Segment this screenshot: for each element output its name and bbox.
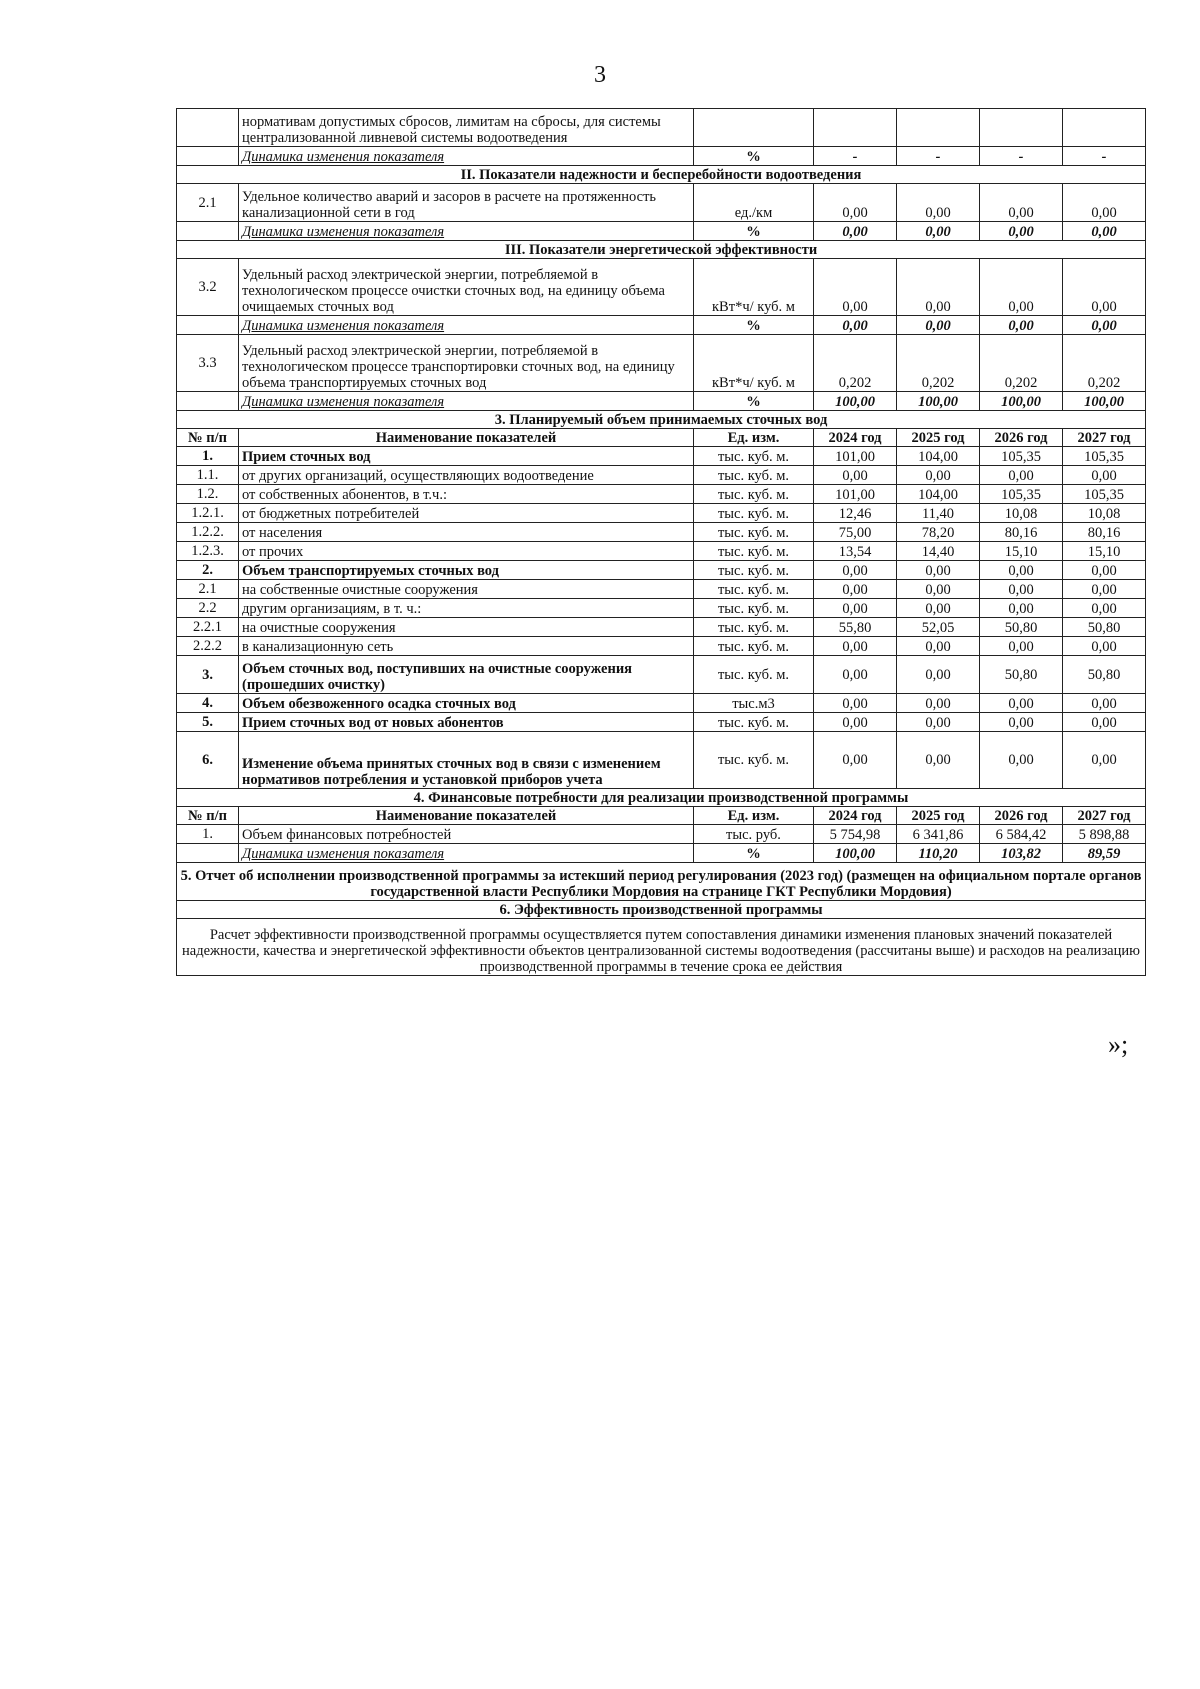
row-number-cell: 1.2. — [177, 485, 239, 504]
table-row — [177, 222, 1146, 241]
value-cell: 2026 год — [980, 807, 1063, 825]
indicator-name-cell: от собственных абонентов, в т.ч.: — [239, 485, 694, 504]
value-cell: 0,00 — [1063, 222, 1146, 241]
value-cell: 100,00 — [980, 392, 1063, 411]
value-cell: 110,20 — [897, 844, 980, 863]
value-cell: 104,00 — [897, 485, 980, 504]
value-cell: 0,00 — [814, 580, 897, 599]
indicator-name-cell: в канализационную сеть — [239, 637, 694, 656]
indicator-name-cell: от бюджетных потребителей — [239, 504, 694, 523]
table-row — [177, 184, 1146, 222]
indicator-name-cell: от прочих — [239, 542, 694, 561]
table-row — [177, 485, 1146, 504]
section-heading: III. Показатели энергетической эффективности — [177, 241, 1146, 259]
value-cell: 0,00 — [1063, 694, 1146, 713]
value-cell: - — [980, 147, 1063, 166]
value-cell: 0,00 — [897, 184, 980, 222]
value-cell: 0,00 — [897, 259, 980, 316]
row-number-cell: 4. — [177, 694, 239, 713]
table-row — [177, 656, 1146, 694]
value-cell: 0,202 — [814, 335, 897, 392]
value-cell: 15,10 — [980, 542, 1063, 561]
unit-cell: тыс. куб. м. — [694, 504, 814, 523]
unit-cell: тыс. куб. м. — [694, 637, 814, 656]
section-heading: 3. Планируемый объем принимаемых сточных вод — [177, 411, 1146, 429]
unit-cell: тыс. куб. м. — [694, 618, 814, 637]
table-row — [177, 599, 1146, 618]
row-number-cell: № п/п — [177, 807, 239, 825]
unit-cell: % — [694, 222, 814, 241]
value-cell: 80,16 — [980, 523, 1063, 542]
indicator-name-cell: от других организаций, осуществляющих водоотведение — [239, 466, 694, 485]
value-cell: 75,00 — [814, 523, 897, 542]
value-cell: 6 341,86 — [897, 825, 980, 844]
table-row — [177, 147, 1146, 166]
value-cell: 2026 год — [980, 429, 1063, 447]
indicator-name-cell: Динамика изменения показателя — [239, 222, 694, 241]
value-cell: 0,00 — [897, 732, 980, 789]
table-row — [177, 429, 1146, 447]
value-cell: 0,00 — [980, 561, 1063, 580]
table-row — [177, 863, 1146, 901]
row-number-cell — [177, 147, 239, 166]
value-cell: 0,00 — [1063, 466, 1146, 485]
value-cell: 0,00 — [897, 637, 980, 656]
value-cell: 100,00 — [814, 844, 897, 863]
value-cell: 10,08 — [1063, 504, 1146, 523]
value-cell: 10,08 — [980, 504, 1063, 523]
value-cell: 100,00 — [1063, 392, 1146, 411]
row-number-cell: 2.2.1 — [177, 618, 239, 637]
table-row — [177, 807, 1146, 825]
row-number-cell: 1.2.1. — [177, 504, 239, 523]
unit-cell: тыс. куб. м. — [694, 599, 814, 618]
table-row — [177, 618, 1146, 637]
unit-cell: тыс.м3 — [694, 694, 814, 713]
unit-cell: тыс. куб. м. — [694, 561, 814, 580]
section-heading: II. Показатели надежности и бесперебойности водоотведения — [177, 166, 1146, 184]
indicator-name-cell: Изменение объема принятых сточных вод в связи с изменением нормативов потребления и установкой приборов учета — [239, 732, 694, 789]
row-number-cell: 2.1 — [177, 184, 239, 222]
unit-cell: тыс. куб. м. — [694, 447, 814, 466]
indicator-name-cell: Динамика изменения показателя — [239, 844, 694, 863]
row-number-cell — [177, 222, 239, 241]
value-cell: 0,00 — [897, 694, 980, 713]
closing-quote-mark: »; — [1108, 1030, 1129, 1059]
row-number-cell: 3.3 — [177, 335, 239, 392]
value-cell: 0,00 — [814, 713, 897, 732]
row-number-cell: 1. — [177, 447, 239, 466]
value-cell: 0,00 — [1063, 184, 1146, 222]
value-cell: 0,00 — [897, 580, 980, 599]
value-cell: - — [814, 147, 897, 166]
unit-cell: тыс. куб. м. — [694, 542, 814, 561]
indicator-name-cell: на собственные очистные сооружения — [239, 580, 694, 599]
table-row — [177, 447, 1146, 466]
value-cell: 0,00 — [980, 466, 1063, 485]
indicator-name-cell: Объем обезвоженного осадка сточных вод — [239, 694, 694, 713]
indicator-name-cell: Объем финансовых потребностей — [239, 825, 694, 844]
value-cell: 0,00 — [814, 561, 897, 580]
table-row — [177, 694, 1146, 713]
value-cell — [814, 109, 897, 147]
value-cell: 0,00 — [814, 222, 897, 241]
table-row — [177, 844, 1146, 863]
value-cell: 0,00 — [980, 713, 1063, 732]
value-cell: 0,00 — [1063, 259, 1146, 316]
value-cell: 80,16 — [1063, 523, 1146, 542]
value-cell: - — [897, 147, 980, 166]
indicator-name-cell: Прием сточных вод — [239, 447, 694, 466]
row-number-cell — [177, 392, 239, 411]
row-number-cell — [177, 109, 239, 147]
value-cell: 0,00 — [1063, 561, 1146, 580]
row-number-cell: 1. — [177, 825, 239, 844]
indicator-name-cell: Динамика изменения показателя — [239, 392, 694, 411]
unit-cell: ед./км — [694, 184, 814, 222]
value-cell: 0,00 — [897, 561, 980, 580]
unit-cell: тыс. куб. м. — [694, 466, 814, 485]
value-cell: 5 754,98 — [814, 825, 897, 844]
value-cell: 0,00 — [814, 637, 897, 656]
value-cell: 100,00 — [814, 392, 897, 411]
value-cell: 0,00 — [814, 184, 897, 222]
value-cell — [897, 109, 980, 147]
table-row — [177, 542, 1146, 561]
section-heading: 4. Финансовые потребности для реализации производственной программы — [177, 789, 1146, 807]
indicator-name-cell: Динамика изменения показателя — [239, 147, 694, 166]
unit-cell: тыс. руб. — [694, 825, 814, 844]
value-cell: 0,00 — [814, 694, 897, 713]
indicator-name-cell: Удельный расход электрической энергии, потребляемой в технологическом процессе очистки сточных вод, на единицу объема очищаемых сточных вод — [239, 259, 694, 316]
table-row — [177, 504, 1146, 523]
value-cell: 0,00 — [814, 259, 897, 316]
indicator-name-cell: Динамика изменения показателя — [239, 316, 694, 335]
row-number-cell — [177, 316, 239, 335]
row-number-cell: 2.1 — [177, 580, 239, 599]
unit-cell: тыс. куб. м. — [694, 580, 814, 599]
indicator-name-cell: другим организациям, в т. ч.: — [239, 599, 694, 618]
unit-cell: Ед. изм. — [694, 807, 814, 825]
table-row — [177, 919, 1146, 976]
value-cell: 13,54 — [814, 542, 897, 561]
indicator-name-cell: Объем транспортируемых сточных вод — [239, 561, 694, 580]
indicator-name-cell: от населения — [239, 523, 694, 542]
table-row — [177, 561, 1146, 580]
table-row — [177, 411, 1146, 429]
value-cell: 0,202 — [897, 335, 980, 392]
unit-cell: % — [694, 392, 814, 411]
value-cell: 0,202 — [980, 335, 1063, 392]
value-cell: 52,05 — [897, 618, 980, 637]
table-row — [177, 732, 1146, 789]
indicator-name-cell: Удельный расход электрической энергии, потребляемой в технологическом процессе транспортировки сточных вод, на единицу объема транспортируемых сточных вод — [239, 335, 694, 392]
value-cell: 103,82 — [980, 844, 1063, 863]
table-row — [177, 901, 1146, 919]
value-cell: 5 898,88 — [1063, 825, 1146, 844]
section-heading: 5. Отчет об исполнении производственной программы за истекший период регулирования (2023 год) (размещен на официальном портале органов государственной власти Республики Мордовия на странице ГКТ Республики Мордовия) — [177, 863, 1146, 901]
value-cell — [1063, 109, 1146, 147]
unit-cell: Ед. изм. — [694, 429, 814, 447]
value-cell: 2024 год — [814, 807, 897, 825]
value-cell: 105,35 — [980, 485, 1063, 504]
value-cell: 0,00 — [1063, 580, 1146, 599]
value-cell: 0,00 — [897, 599, 980, 618]
value-cell: 0,00 — [897, 222, 980, 241]
value-cell: 105,35 — [980, 447, 1063, 466]
row-number-cell — [177, 844, 239, 863]
value-cell: 6 584,42 — [980, 825, 1063, 844]
value-cell: 2024 год — [814, 429, 897, 447]
indicator-name-cell: Объем сточных вод, поступивших на очистные сооружения (прошедших очистку) — [239, 656, 694, 694]
value-cell: 0,00 — [1063, 316, 1146, 335]
row-number-cell: 2.2.2 — [177, 637, 239, 656]
table-row — [177, 637, 1146, 656]
unit-cell: кВт*ч/ куб. м — [694, 335, 814, 392]
unit-cell: тыс. куб. м. — [694, 656, 814, 694]
value-cell: 0,00 — [980, 222, 1063, 241]
value-cell: 2025 год — [897, 807, 980, 825]
row-number-cell: 6. — [177, 732, 239, 789]
value-cell: 2025 год — [897, 429, 980, 447]
table-row — [177, 335, 1146, 392]
value-cell: 105,35 — [1063, 485, 1146, 504]
value-cell: 2027 год — [1063, 429, 1146, 447]
value-cell: 0,00 — [814, 599, 897, 618]
value-cell: 0,00 — [980, 316, 1063, 335]
table-row — [177, 392, 1146, 411]
value-cell: 0,00 — [1063, 713, 1146, 732]
value-cell: 0,00 — [980, 694, 1063, 713]
value-cell: 14,40 — [897, 542, 980, 561]
value-cell: 55,80 — [814, 618, 897, 637]
unit-cell: тыс. куб. м. — [694, 732, 814, 789]
unit-cell: тыс. куб. м. — [694, 523, 814, 542]
row-number-cell: 5. — [177, 713, 239, 732]
paragraph-cell: Расчет эффективности производственной программы осуществляется путем сопоставления динамики изменения плановых значений показателей надежности, качества и энергетической эффективности объектов централизованной системы водоотведения (рассчитаны выше) и расходов на реализацию производственной программы в течение срока ее действия — [177, 919, 1146, 976]
row-number-cell: 2. — [177, 561, 239, 580]
value-cell: 0,00 — [980, 637, 1063, 656]
value-cell: 0,00 — [897, 713, 980, 732]
value-cell: 11,40 — [897, 504, 980, 523]
indicator-name-cell: нормативам допустимых сбросов, лимитам на сбросы, для системы централизованной ливневой системы водоотведения — [239, 109, 694, 147]
value-cell: 0,00 — [1063, 637, 1146, 656]
row-number-cell: 3.2 — [177, 259, 239, 316]
value-cell: 2027 год — [1063, 807, 1146, 825]
unit-cell: тыс. куб. м. — [694, 485, 814, 504]
value-cell: 105,35 — [1063, 447, 1146, 466]
indicator-name-cell: Наименование показателей — [239, 429, 694, 447]
section-heading: 6. Эффективность производственной программы — [177, 901, 1146, 919]
value-cell: 0,00 — [980, 580, 1063, 599]
indicator-name-cell: Прием сточных вод от новых абонентов — [239, 713, 694, 732]
table-row — [177, 580, 1146, 599]
row-number-cell: 2.2 — [177, 599, 239, 618]
value-cell: 0,00 — [1063, 732, 1146, 789]
value-cell: 50,80 — [980, 656, 1063, 694]
indicator-name-cell: Удельное количество аварий и засоров в расчете на протяженность канализационной сети в год — [239, 184, 694, 222]
unit-cell — [694, 109, 814, 147]
value-cell: 12,46 — [814, 504, 897, 523]
value-cell: 0,00 — [814, 732, 897, 789]
unit-cell: % — [694, 844, 814, 863]
unit-cell: % — [694, 316, 814, 335]
value-cell: 50,80 — [1063, 656, 1146, 694]
table-row — [177, 713, 1146, 732]
table-row — [177, 241, 1146, 259]
value-cell: 0,00 — [897, 316, 980, 335]
value-cell: 0,00 — [814, 316, 897, 335]
indicator-name-cell: Наименование показателей — [239, 807, 694, 825]
value-cell: 78,20 — [897, 523, 980, 542]
value-cell: 0,00 — [1063, 599, 1146, 618]
value-cell — [980, 109, 1063, 147]
table-row — [177, 166, 1146, 184]
table-row — [177, 316, 1146, 335]
value-cell: 104,00 — [897, 447, 980, 466]
unit-cell: кВт*ч/ куб. м — [694, 259, 814, 316]
value-cell: 0,202 — [1063, 335, 1146, 392]
value-cell: 0,00 — [897, 466, 980, 485]
row-number-cell: 1.1. — [177, 466, 239, 485]
value-cell: 101,00 — [814, 447, 897, 466]
value-cell: 0,00 — [980, 732, 1063, 789]
value-cell: 100,00 — [897, 392, 980, 411]
row-number-cell: 1.2.2. — [177, 523, 239, 542]
table-row — [177, 259, 1146, 316]
table-row — [177, 825, 1146, 844]
page-number: 3 — [594, 62, 606, 88]
value-cell: - — [1063, 147, 1146, 166]
row-number-cell: 1.2.3. — [177, 542, 239, 561]
value-cell: 0,00 — [897, 656, 980, 694]
value-cell: 50,80 — [980, 618, 1063, 637]
value-cell: 0,00 — [980, 259, 1063, 316]
unit-cell: % — [694, 147, 814, 166]
unit-cell: тыс. куб. м. — [694, 713, 814, 732]
indicators-table — [176, 108, 1146, 976]
indicator-name-cell: на очистные сооружения — [239, 618, 694, 637]
table-row — [177, 789, 1146, 807]
value-cell: 101,00 — [814, 485, 897, 504]
value-cell: 50,80 — [1063, 618, 1146, 637]
table-row — [177, 109, 1146, 147]
value-cell: 0,00 — [814, 466, 897, 485]
value-cell: 0,00 — [980, 599, 1063, 618]
table-row — [177, 466, 1146, 485]
value-cell: 0,00 — [980, 184, 1063, 222]
value-cell: 0,00 — [814, 656, 897, 694]
table-row — [177, 523, 1146, 542]
value-cell: 15,10 — [1063, 542, 1146, 561]
row-number-cell: 3. — [177, 656, 239, 694]
value-cell: 89,59 — [1063, 844, 1146, 863]
row-number-cell: № п/п — [177, 429, 239, 447]
